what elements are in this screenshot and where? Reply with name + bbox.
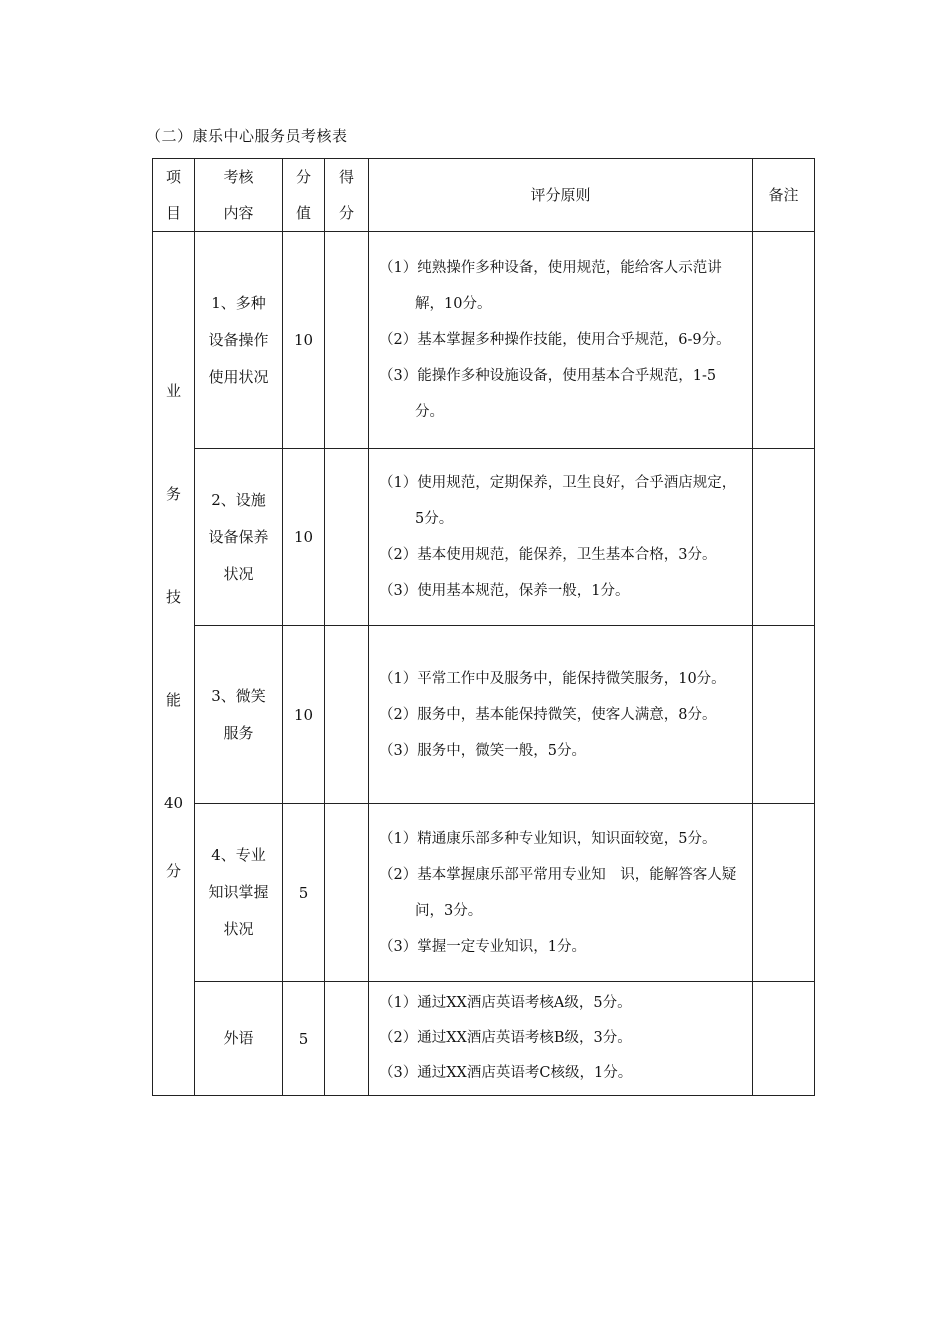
rule-item: （3）通过XX酒店英语考C核级，1分。 (379, 1065, 633, 1081)
rules-cell (369, 982, 753, 1096)
value-cell: 5 (283, 982, 325, 1096)
rule-item: （2）基本使用规范，能保养，卫生基本合格，3分。 (379, 547, 717, 563)
rule-item: （1）通过XX酒店英语考核A级，5分。 (379, 995, 632, 1011)
rule-item: （3）掌握一定专业知识，1分。 (379, 938, 586, 955)
rule-item: （1）平常工作中及服务中，能保持微笑服务，10分。 (379, 670, 726, 687)
content-line: 2、设施 (211, 490, 266, 509)
header-row (153, 159, 815, 232)
header-value-line2: 值 (295, 204, 311, 222)
category-glyph: 能 (165, 691, 181, 709)
header-content-line2: 内容 (223, 204, 254, 222)
header-got (325, 159, 369, 232)
got-cell[interactable] (325, 449, 369, 626)
header-category-line1: 项 (165, 168, 181, 186)
page-title: （二）康乐中心服务员考核表 (146, 127, 348, 145)
content-line: 使用状况 (208, 367, 269, 386)
header-rules: 评分原则 (369, 159, 753, 232)
header-remarks: 备注 (753, 159, 815, 232)
rule-item: （3）使用基本规范，保养一般，1分。 (379, 583, 630, 599)
value-cell: 5 (283, 804, 325, 982)
category-glyph: 40 (163, 794, 184, 812)
rule-item: （2）基本掌握康乐部平常用专业知 识，能解答客人疑问，3分。 (379, 866, 737, 919)
header-content-line1: 考核 (223, 168, 254, 186)
remarks-cell[interactable] (753, 804, 815, 982)
content-cell (195, 626, 283, 804)
got-cell[interactable] (325, 804, 369, 982)
rule-item: （2）基本掌握多种操作技能，使用合乎规范，6-9分。 (379, 332, 731, 348)
value-cell: 10 (283, 626, 325, 804)
content-cell (195, 232, 283, 449)
content-line: 外语 (223, 1029, 254, 1047)
content-line: 3、微笑 (211, 686, 266, 705)
got-cell[interactable] (325, 232, 369, 449)
rules-cell (369, 804, 753, 982)
content-line: 状况 (223, 920, 254, 938)
rule-item: （2）通过XX酒店英语考核B级，3分。 (379, 1030, 632, 1046)
content-line: 知识掌握 (208, 883, 269, 901)
category-glyph: 务 (165, 485, 181, 503)
rules-cell (369, 232, 753, 449)
remarks-cell[interactable] (753, 449, 815, 626)
table-row (153, 626, 815, 804)
header-value (283, 159, 325, 232)
category-glyph: 技 (165, 588, 181, 606)
rules-cell (369, 449, 753, 626)
content-line: 设备操作 (208, 330, 269, 349)
remarks-cell[interactable] (753, 232, 815, 449)
remarks-cell[interactable] (753, 982, 815, 1096)
content-line: 4、专业 (211, 846, 266, 864)
category-cell (153, 232, 195, 1096)
header-category-line2: 目 (165, 204, 181, 222)
category-glyph: 业 (165, 382, 181, 400)
rule-item: （1）使用规范，定期保养，卫生良好，合乎酒店规定，5分。 (379, 475, 737, 527)
rule-item: （2）服务中，基本能保持微笑，使客人满意，8分。 (379, 706, 717, 723)
table-row (153, 232, 815, 449)
header-content (195, 159, 283, 232)
remarks-cell[interactable] (753, 626, 815, 804)
got-cell[interactable] (325, 626, 369, 804)
content-line: 1、多种 (211, 293, 266, 312)
category-glyph: 分 (165, 862, 181, 880)
rule-item: （1）精通康乐部多种专业知识，知识面较宽，5分。 (379, 830, 717, 847)
table-row (153, 804, 815, 982)
content-line: 服务 (223, 723, 254, 742)
content-line: 状况 (223, 564, 254, 583)
rule-item: （3）服务中，微笑一般，5分。 (379, 742, 586, 759)
got-cell[interactable] (325, 982, 369, 1096)
rules-cell (369, 626, 753, 804)
content-line: 设备保养 (208, 527, 269, 546)
content-cell (195, 449, 283, 626)
table-row (153, 982, 815, 1096)
header-got-line2: 分 (338, 204, 354, 222)
value-cell: 10 (283, 449, 325, 626)
header-value-line1: 分 (295, 168, 311, 186)
assessment-table (152, 158, 815, 1096)
rule-item: （1）纯熟操作多种设备，使用规范，能给客人示范讲解，10分。 (379, 260, 722, 312)
content-cell (195, 804, 283, 982)
header-got-line1: 得 (338, 168, 354, 186)
table-row (153, 449, 815, 626)
value-cell: 10 (283, 232, 325, 449)
rule-item: （3）能操作多种设施设备，使用基本合乎规范，1-5分。 (379, 368, 717, 420)
header-category (153, 159, 195, 232)
content-cell (195, 982, 283, 1096)
